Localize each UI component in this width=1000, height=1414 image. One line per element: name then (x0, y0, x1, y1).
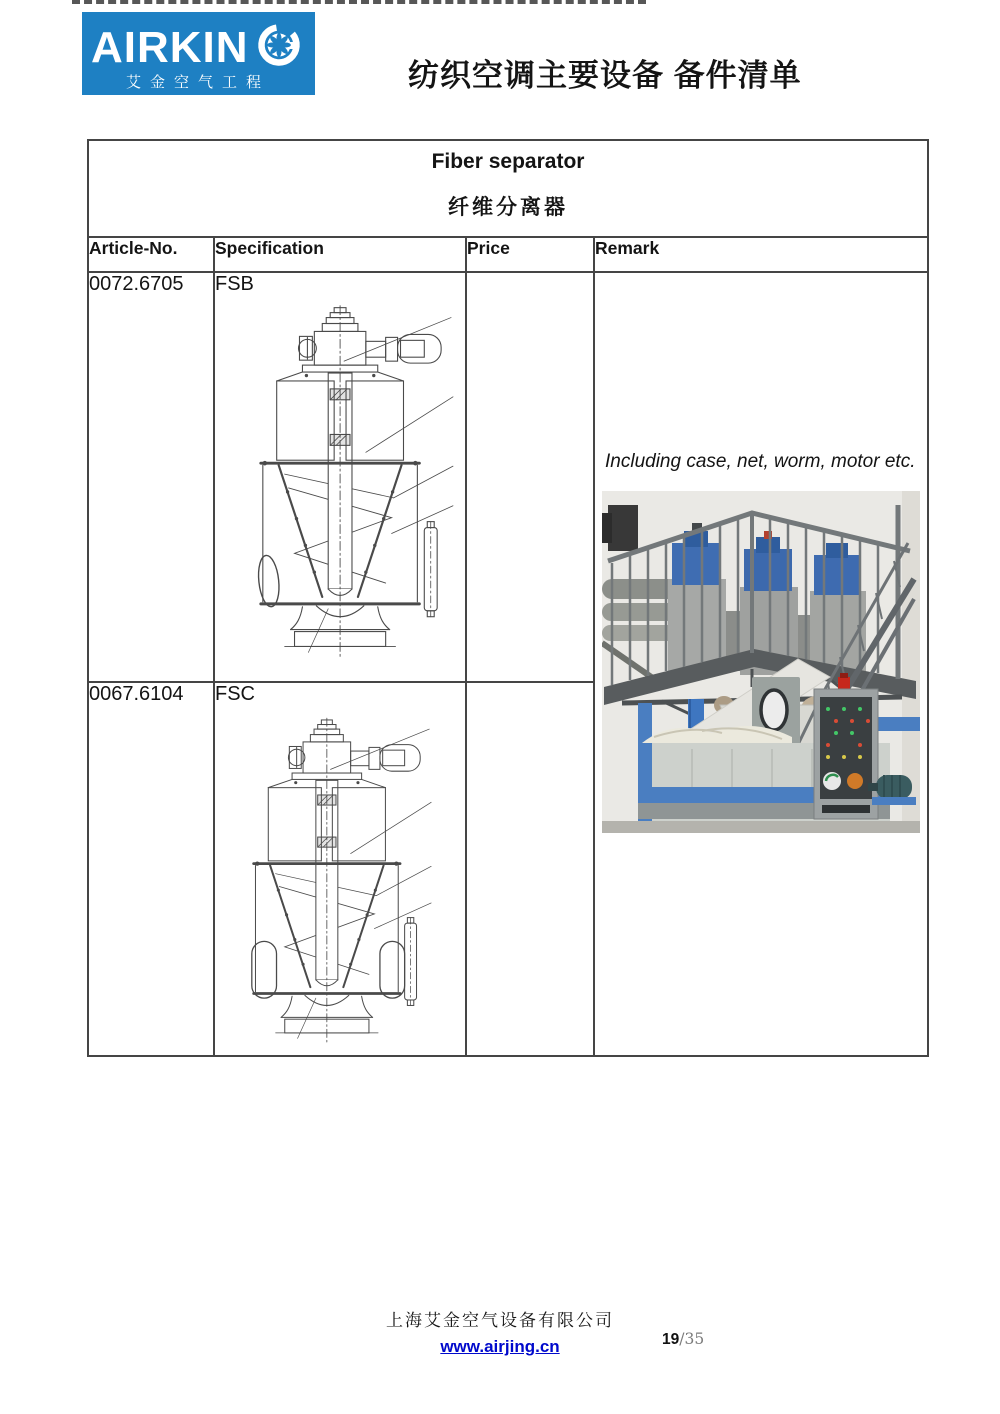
table-title-cell (88, 140, 928, 237)
fsb-technical-drawing (245, 302, 455, 662)
footer-link-line (0, 1337, 1000, 1357)
price-cell (466, 682, 594, 1056)
specification-cell (214, 272, 466, 682)
logo-graphic (82, 12, 315, 95)
logo-subtitle-cn: 艾金空气工程 (125, 74, 271, 91)
photo-control-panel (814, 673, 878, 819)
company-logo (82, 12, 315, 95)
column-header-specification: Specification (214, 237, 466, 272)
footer-company-name: 上海艾金空气设备有限公司 (386, 1311, 614, 1331)
page-footer (0, 1306, 1000, 1357)
logo-brand-text: AIRKIN (91, 23, 249, 72)
column-header-price: Price (466, 237, 594, 272)
column-header-remark: Remark (594, 237, 928, 272)
table-title-cn: 纤维分离器 (448, 194, 568, 219)
column-header-article-no: Article-No. (88, 237, 214, 272)
article-no-cell: 0072.6705 (88, 272, 214, 682)
specification-cell (214, 682, 466, 1056)
table-row-fsb (88, 272, 928, 682)
page-number-total: /35 (679, 1330, 705, 1348)
spec-label-fsc: FSC (215, 683, 255, 705)
fsc-technical-drawing (239, 716, 433, 1046)
price-cell (466, 272, 594, 682)
table-title-row (88, 140, 928, 237)
article-no-cell: 0067.6104 (88, 682, 214, 1056)
spec-label-fsb: FSB (215, 273, 254, 295)
page-title: 纺织空调主要设备 备件清单 (408, 58, 802, 93)
page-number (662, 1330, 704, 1349)
table-title-en: Fiber separator (431, 150, 585, 173)
remark-cell (594, 272, 928, 1056)
fiber-separator-installation-photo (602, 491, 920, 833)
table-header-row (88, 237, 928, 272)
website-link[interactable]: www.airjing.cn (440, 1337, 560, 1356)
page-number-current: 19 (662, 1331, 680, 1348)
remark-note: Including case, net, worm, motor etc. (605, 451, 916, 472)
spare-parts-table (87, 139, 929, 1057)
scan-artifact-dashes (72, 0, 646, 4)
photo-floor (602, 821, 920, 833)
